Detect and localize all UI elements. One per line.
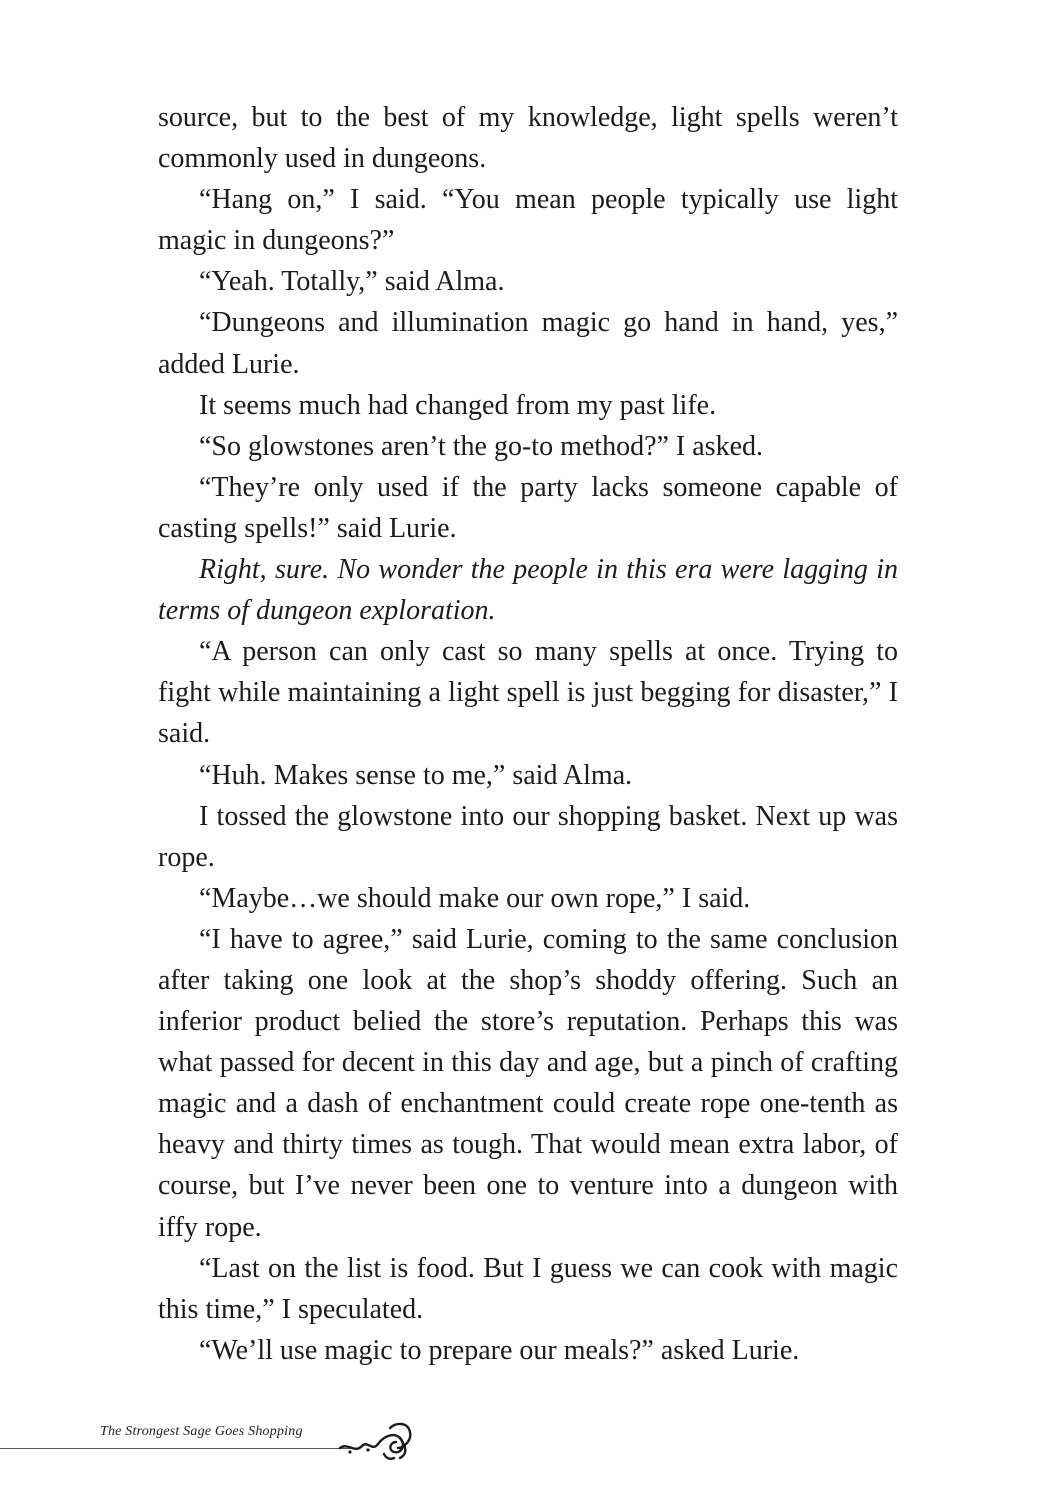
paragraph-9: “A person can only cast so many spells at once. Trying to fight while maintaining a light spell is just begging for disaster,” I said. bbox=[158, 636, 898, 750]
paragraph-13: “I have to agree,” said Lurie, coming to the same conclusion after taking one look at the shop’s shoddy offering. Such an inferior product belied the store’s reputation. Perhaps this was what passed for decent in this day and age, but a pinch of crafting magic and a dash of enchantment could create rope one-tenth as heavy and thirty times as tough. That would mean extra labor, of course, but I’ve never been one to venture into a dungeon with iffy rope. bbox=[158, 923, 898, 1243]
footer-rule bbox=[0, 1448, 356, 1449]
running-title: The Strongest Sage Goes Shopping bbox=[100, 1424, 303, 1439]
paragraph-10: “Huh. Makes sense to me,” said Alma. bbox=[199, 759, 633, 791]
paragraph-4: “Dungeons and illumination magic go hand in hand, yes,” added Lurie. bbox=[158, 307, 898, 380]
paragraph-8-inner-thought: Right, sure. No wonder the people in this era were lagging in terms of dungeon exploration. bbox=[158, 554, 898, 627]
page-footer bbox=[0, 1412, 420, 1462]
paragraph-14: “Last on the list is food. But I guess we can cook with magic this time,” I speculated. bbox=[158, 1252, 898, 1325]
paragraph-7: “They’re only used if the party lacks someone capable of casting spells!” said Lurie. bbox=[158, 471, 898, 544]
paragraph-6: “So glowstones aren’t the go-to method?” I asked. bbox=[199, 430, 764, 462]
paragraph-15: “We’ll use magic to prepare our meals?” asked Lurie. bbox=[199, 1334, 800, 1366]
paragraph-3: “Yeah. Totally,” said Alma. bbox=[199, 266, 505, 298]
paragraph-1: source, but to the best of my knowledge, light spells weren’t commonly used in dungeons. bbox=[158, 102, 898, 175]
page-body bbox=[158, 97, 898, 1371]
paragraph-11: I tossed the glowstone into our shopping basket. Next up was rope. bbox=[158, 800, 898, 873]
flourish-ornament-icon bbox=[338, 1418, 418, 1462]
paragraph-5: It seems much had changed from my past life. bbox=[199, 389, 717, 421]
paragraph-12: “Maybe…we should make our own rope,” I said. bbox=[199, 882, 751, 914]
paragraph-2: “Hang on,” I said. “You mean people typically use light magic in dungeons?” bbox=[158, 184, 898, 257]
